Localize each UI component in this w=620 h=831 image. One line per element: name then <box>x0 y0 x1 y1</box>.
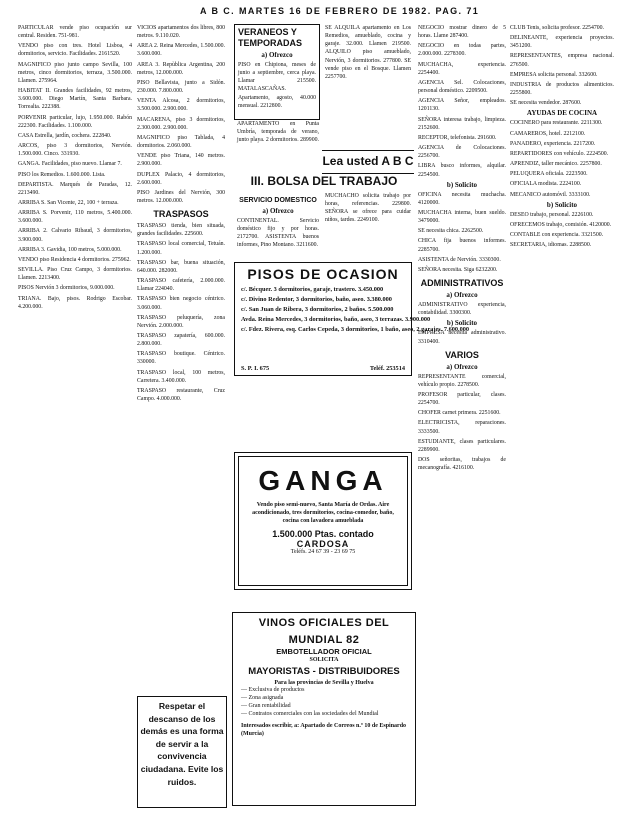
column-1-text <box>18 24 132 311</box>
ganga-inner-frame <box>238 456 408 586</box>
classified-ad: CASA Estrella, jardín, cochera. 222840. <box>18 132 112 139</box>
classified-ad: DOS señoritas, trabajos de mecanografía. 4216100. <box>418 457 506 472</box>
column-5-sub-b: b) Solicito <box>446 180 478 189</box>
classified-ad: HABITAT II. Grandes facilidades, 92 metros, 3.600.000. Diego Martín, Santa Barbara. Torrealta. 222388. <box>18 88 132 111</box>
classified-ad: DUPLEX Palacio, 4 dormitorios, 2.600.000. <box>137 171 225 186</box>
vinos-row: — Contratos comerciales con las sociedades del Mundial <box>241 711 379 717</box>
classified-ad: INDUSTRIA de productos alimenticios. 2255800. <box>510 81 614 97</box>
vinos-row: — Zona asignada <box>241 695 284 701</box>
column-6 <box>510 24 614 824</box>
traspasos-title: TRASPASOS <box>153 209 209 220</box>
column-6-section: AYUDAS DE COCINA <box>526 109 598 118</box>
classified-ad: PISOS Nervión 3 dormitorios, 9.000.000. <box>18 285 115 292</box>
classified-ad: ARCOS, piso 3 dormitorios, Nervión. 1.500.000. Cinco. 331930. <box>18 143 132 158</box>
classified-ad: VENDE piso Triana, 140 metros. 2.900.000. <box>137 153 225 168</box>
classified-ad: SEÑORA interesa trabajo, limpieza. 2152600. <box>418 116 506 131</box>
pisos-ocasion-title: PISOS DE OCASION <box>247 266 399 282</box>
lea-abc-banner <box>322 150 414 174</box>
classified-ad: CHOFER carnet primera. 2251600. <box>418 410 501 417</box>
vinos-footer: Interesados escribir, a: Apartado de Correos n.º 10 de Espinardo (Murcia) <box>241 723 407 737</box>
classified-ad: RECEPTOR, telefonista. 291600. <box>418 134 497 141</box>
varios-sub: a) Ofrezco <box>446 362 478 371</box>
classified-ad: ARRIBA S. Porvenir, 110 metros, 5.400.000. 3.600.000. <box>18 210 132 225</box>
classified-ad: ELECTRICISTA, reparaciones. 3333500. <box>418 420 506 435</box>
classified-ad: SECRETARIA, idiomas. 2288500. <box>510 242 592 249</box>
classified-ad: OFICINA necesita muchacha. 4120000. <box>418 191 506 206</box>
classified-ad: PARTICULAR vende piso ocupación sur central. Residen. 751-981. <box>18 25 132 40</box>
bolsa-trabajo-heading <box>234 172 414 190</box>
column-6-sub-b: b) Solicito <box>546 200 578 209</box>
classified-ad: CHICA fija buenos informes. 2285700. <box>418 238 506 253</box>
classified-ad: TRASPASO local comercial, Tetuán. 1.200.000. <box>137 241 225 256</box>
classified-ad: MUCHACHA, experiencia. 2254400. <box>418 61 506 76</box>
classified-ad: PANADERO, experiencia. 2217200. <box>510 140 596 147</box>
column-3-block <box>234 120 322 172</box>
servicio-domestico <box>234 192 322 258</box>
veraneos-title: VERANEOS Y TEMPORADAS <box>238 27 303 48</box>
lea-abc-text: Lea usted A B C <box>322 154 414 168</box>
vinos-title-2: MUNDIAL 82 <box>288 634 360 646</box>
classified-ad: AGENCIA Sel. Colocaciones, personal doméstico. 2209500. <box>418 79 506 95</box>
classified-ad: ASISTENTA de Nervión. 3330300. <box>418 256 501 263</box>
ganga-name: CARDOSA <box>296 539 350 549</box>
column-5 <box>418 24 506 824</box>
administrativos-title: ADMINISTRATIVOS <box>420 278 504 289</box>
classified-ad: CONTABLE con experiencia. 3321500. <box>510 231 604 238</box>
vinos-big: MAYORISTAS - DISTRIBUIDORES <box>248 666 400 677</box>
servicio-domestico-title: SERVICIO DOMESTICO <box>239 197 317 204</box>
traspasos-text <box>137 222 225 403</box>
vinos-row: — Exclusiva de productos <box>241 687 305 693</box>
ganga-price: 1.500.000 Ptas. contado <box>272 529 374 539</box>
administrativos-sub-a: a) Ofrezco <box>446 291 478 300</box>
column-1 <box>18 24 132 824</box>
classified-ad: AREA 3. Repùblica Argentina, 200 metros, 12.000.000. <box>137 61 225 76</box>
column-4-middle-text: MUCHACHO solicita trabajo por horas, referencias. 229800. SEÑORA se ofrece para cuidar niños, tardes. 2249100. <box>325 193 411 224</box>
classified-ad: TRASPASO bar, buena situación, 640.000. 282000. <box>137 259 225 274</box>
classified-ad: APRENDIZ, taller mecánico. 2257800. <box>510 161 602 168</box>
pisos-agency: S. P. I. 675 <box>241 365 270 372</box>
ganga-description: Vendo piso semi-nuevo, Santa María de Ordas. Aire acondicionado, tres dormitorios, cocina-comedor, baño, cocina con lavadora amueblada <box>252 502 394 524</box>
classified-ad: ARRIBA 3. Gavidia, 100 metros, 5.000.000. <box>18 246 122 253</box>
classified-ad: CLUB Tenis, solicita profesor. 2254700. <box>510 25 605 31</box>
administrativos-b-text: EMPRESA necesita administrativo. 3310400. <box>418 330 506 345</box>
classified-ad: TRASPASO bien negocio céntrico. 3.060.000. <box>137 296 225 311</box>
classified-ad: TRASPASO peluquería, zona Nervión. 2.000.000. <box>137 314 225 329</box>
varios-title: VARIOS <box>445 349 479 360</box>
ganga-title: GANGA <box>258 465 388 496</box>
administrativos-a-text: ADMINISTRATIVO experiencia, contabilidad. 3300300. <box>418 302 506 317</box>
classified-ad: PORVENIR particular, lujo, 1.950.000. Rabón 222300. Facilidades. 1.100.000. <box>18 114 132 129</box>
classified-ad: TRASPASO boutique. Céntrico. 330000. <box>137 351 225 366</box>
classified-ad: SEÑORA necesita. Siga 6232200. <box>418 266 498 273</box>
classified-ad: REPRESENTANTES, empresa nacional. 276500. <box>510 53 614 68</box>
classified-ad: TRASPASO local, 100 metros, Carretera. 3.400.000. <box>137 369 225 384</box>
classified-ad: NEGOCIO mostrar dinero de 5 horas. Llame 287400. <box>418 25 506 40</box>
pisos-item: c/. San Juan de Ribera, 3 dormitorios, 2 baños. 5.500.000 <box>241 306 394 313</box>
classified-ad: PELUQUERA oficiala. 2223500. <box>510 171 588 178</box>
classified-ad: SE necesita vendedor. 287600. <box>510 100 582 107</box>
classified-ad: EMPRESA solicita personal. 332600. <box>510 71 598 78</box>
classified-ad: VENDO piso Residencia 4 dormitorios. 275962. <box>18 256 131 263</box>
classified-ad: AGENCIA Señor, empleados. 1201130. <box>418 98 506 113</box>
classified-ad: MAGNIFICO piso Tablada, 4 dormitorios. 2.060.000. <box>137 134 225 150</box>
column-5-top-text <box>418 24 506 179</box>
respetar-text: Respetar el descanso de los demás es una forma de servir a la convivencia ciudadana. Evite los ruidos. <box>140 701 224 787</box>
pisos-item: Avda. Reina Mercedes, 3 dormitorios, baño, aseo, 3 terrazas. 3.900.000 <box>241 316 431 323</box>
classified-ad: ARRIBA S. San Vicente, 22, 100 + terraza. <box>18 199 119 206</box>
classified-ad: GANGA. Facilidades, piso nuevo. Llamar 7. <box>18 161 122 168</box>
classified-ad: REPRESENTANTE comercial, vehículo propio. 2278500. <box>418 373 506 388</box>
column-2-top-text <box>137 24 225 205</box>
classified-ad: REPARTIDORES con vehículo. 2224500. <box>510 150 609 157</box>
ganga-ad <box>234 452 412 590</box>
pisos-item: c/. Divino Redentor, 3 dormitorios, baño, aseo. 3.380.000 <box>241 296 392 303</box>
classified-ad: SE necesita chica. 2262500. <box>418 228 484 235</box>
vinos-line-3: Para las provincias de Sevilla y Huelva <box>274 680 374 686</box>
column-4-middle <box>322 192 414 258</box>
classified-ad: PISO Jardines del Nervión, 300 metros. 12.000.000. <box>137 189 225 204</box>
classified-ad: LIBRA busco informes, alquilar. 2254500. <box>418 163 506 178</box>
pisos-item: c/. Bécquer. 3 dormitorios, garaje, trastero. 3.450.000 <box>241 286 384 293</box>
classified-ad: OFRECEMOS trabajo, comisión. 4120000. <box>510 221 612 228</box>
column-3-block-text: APARTAMENTO en Punta Umbría, temporada de verano, junto playa. 2 dormitorios. 289900. <box>237 121 319 144</box>
classified-ad: AGENCIA de Colocaciones. 2256700. <box>418 145 506 160</box>
classified-ad: TRASPASO tienda, bien situada, grandes facilidades. 225600. <box>137 223 225 238</box>
classified-ad: TRASPASO zapatería, 600.000. 2.800.000. <box>137 333 225 348</box>
page-header <box>0 0 620 22</box>
classified-ad: DESEO trabajo, personal. 2226100. <box>510 211 594 218</box>
classified-ad: DEPARTISTA. Marqués de Paradas, 12. 2213490. <box>18 181 132 196</box>
classified-ad: TRASPASO cafetería, 2.000.000. Llamar 224040. <box>137 278 225 293</box>
veraneos-text: PISO en Chipiona, meses de junio a septiembre, cerca playa. Llamar 215500. MATALASCAÑAS. Apartamento, agosto, 40.000 mensual. 2212800. <box>238 62 316 109</box>
classified-ad: VENTA Alcosa, 2 dormitorios, 3.500.000. 2.900.000. <box>137 98 225 113</box>
classified-ad: COCINERO para restaurante. 2211300. <box>510 120 603 127</box>
servicio-domestico-text: CONTINENTAL. Servicio doméstico fijo y por horas. 2172700. ASISTENTA buenos informes, Pino Montano. 3211600. <box>237 218 319 249</box>
classified-ad: MAGNIFICO piso junto campo Sevilla, 100 metros, cinco dormitorios, terraza, 3.500.000. Llamen. 275964. <box>18 61 132 84</box>
pisos-phone: Teléf. 253514 <box>369 365 405 372</box>
vinos-line-1: EMBOTELLADOR OFICIAL <box>276 647 372 656</box>
classified-ad: OFICIALA modista. 2224100. <box>510 181 582 188</box>
varios-text <box>418 373 506 473</box>
column-6-top-text <box>510 24 614 107</box>
classified-ad: MECANICO automóvil. 3333100. <box>510 191 591 198</box>
classified-ad: PISO los Remedios. 1.600.000. Lista. <box>18 171 106 178</box>
classified-ad: PROFESOR particular, clases. 2254700. <box>418 392 506 407</box>
classified-ad: MACARENA, piso 3 dormitorios, 2.300.000. 2.900.000. <box>137 116 225 131</box>
pisos-footer <box>241 365 405 372</box>
header-text: A B C. MARTES 16 DE FEBRERO DE 1982. PAG. 71 <box>200 6 480 16</box>
column-6-rest-text <box>510 119 614 198</box>
veraneos-box <box>234 24 320 120</box>
classified-ad: MUCHACHA interna, buen sueldo. 3479000. <box>418 209 506 225</box>
ganga-phones: Teléfs. 24 67 39 - 23 69 75 <box>290 549 356 555</box>
classified-ad: VICIOS apartamentos dos libres, 800 metros. 9.110.020. <box>137 25 225 40</box>
bolsa-trabajo-title: III. BOLSA DEL TRABAJO <box>250 174 398 188</box>
vinos-title-1: VINOS OFICIALES DEL <box>258 617 390 629</box>
pisos-item: c/. Fdez. Rivera, esq. Carlos Cepeda, 3 dormitorios, 1 baño, aseo, 2 garajes. 7.600.000 <box>241 326 470 333</box>
classified-ad: ARRIBA 2. Calvario Ribaud, 3 dormitorios, 3.900.000. <box>18 228 132 243</box>
classified-ad: TRASPASO restaurante, Cruz Campo. 4.000.000. <box>137 387 225 403</box>
vinos-row: — Gran rentabilidad <box>241 703 291 709</box>
vinos-mundial-ad <box>232 612 416 806</box>
classified-ad: ESTUDIANTE, clases particulares. 2289900. <box>418 438 506 453</box>
veraneos-subtitle: a) Ofrezco <box>261 51 293 59</box>
classified-ad: SEVILLA. Piso Cruz Campo, 3 dormitorios. Llamen. 2213400. <box>18 267 132 282</box>
administrativos-sub-b: b) Solicito <box>446 319 478 328</box>
column-4-top <box>322 24 414 146</box>
column-4-top-text: SE ALQUILA apartamento en Los Remedios, amueblado, cocina y garaje. 32.000. Llamen 219500. ALQUILO piso amueblado, Nervión, 3 dormitorios. 277800. SE vende piso en el Bosque. Llamen 2257700. <box>325 25 411 80</box>
column-5-mid-text <box>418 191 506 274</box>
classified-ad: NEGOCIO en todas partes, 2.000.000. 2278300. <box>418 43 506 58</box>
respetar-notice <box>137 696 227 808</box>
classified-ad: VENDO piso con tres. Hotel Lisboa, 4 dormitorios, servicio. Facilidades. 2161520. <box>18 43 132 58</box>
column-6-tail-text <box>510 211 614 250</box>
classified-ad: DELINEANTE, experiencia proyectos. 3451200. <box>510 35 614 50</box>
vinos-line-2: SOLICITA <box>309 657 339 663</box>
classified-ad: CAMAREROS, hotel. 2212100. <box>510 130 586 137</box>
servicio-domestico-sub: a) Ofrezco <box>262 207 294 215</box>
classified-ad: AREA 2. Reina Mercedes, 1.500.000. 3.600.000. <box>137 43 225 58</box>
classified-ad: PISO Bellavista, junto a Sidón. 230.000. 7.800.000. <box>137 79 225 95</box>
classified-ad: TRIANA. Bajo, pisos. Rodrigo Escobar. 4.200.000. <box>18 295 132 310</box>
